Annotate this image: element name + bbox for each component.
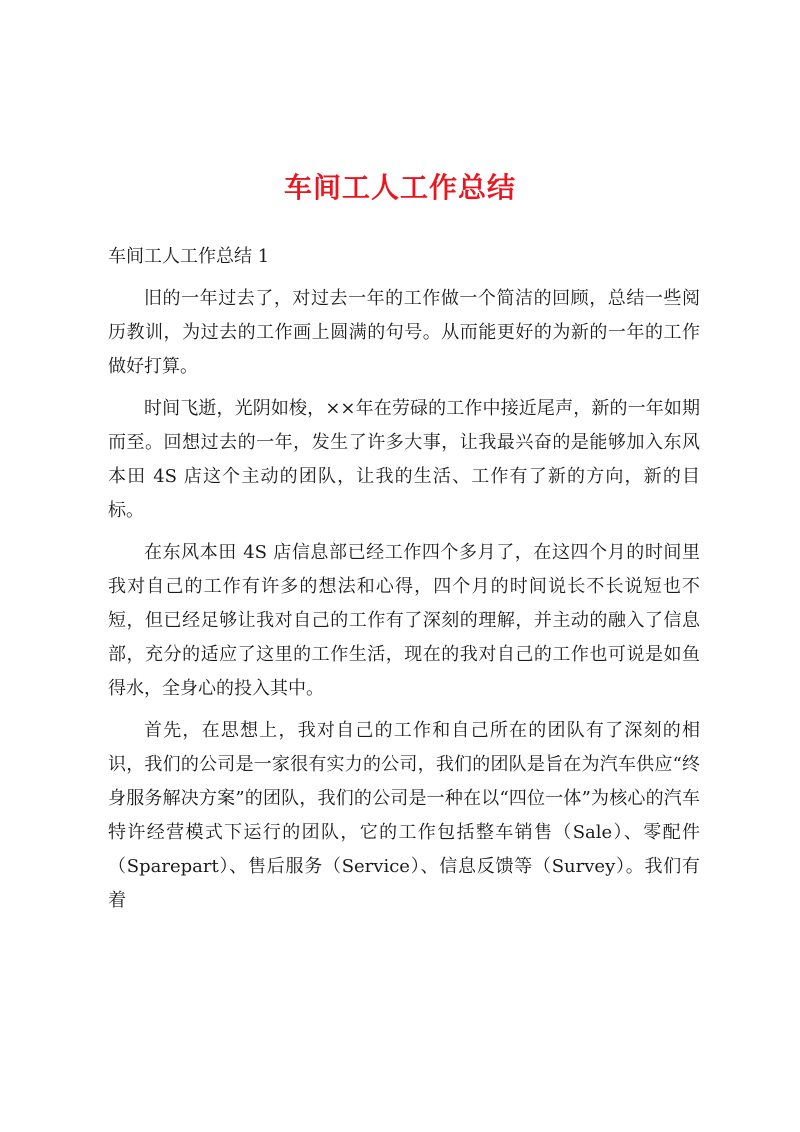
- paragraph-2: 时间飞逝，光阴如梭，××年在劳碌的工作中接近尾声，新的一年如期而至。回想过去的一年，发生了许多大事，让我最兴奋的是能够加入东风本田 4S 店这个主动的团队，让我的生活、工作有了新的方向，新的目标。: [108, 398, 700, 521]
- paragraph-1: 旧的一年过去了，对过去一年的工作做一个简洁的回顾，总结一些阅历教训，为过去的工作画上圆满的句号。从而能更好的为新的一年的工作做好打算。: [108, 288, 700, 377]
- paragraph-3: 在东风本田 4S 店信息部已经工作四个多月了，在这四个月的时间里我对自己的工作有许多的想法和心得，四个月的时间说长不长说短也不短，但已经足够让我对自己的工作有了深刻的理解，并主动的融入了信息部，充分的适应了这里的工作生活，现在的我对自己的工作也可说是如鱼得水，全身心的投入其中。: [108, 542, 700, 699]
- document-body: [108, 240, 700, 926]
- paragraph-4: 首先，在思想上，我对自己的工作和自己所在的团队有了深刻的相识，我们的公司是一家很有实力的公司，我们的团队是旨在为汽车供应“终身服务解决方案”的团队，我们的公司是一种在以“四位一体”为核心的汽车特许经营模式下运行的团队，它的工作包括整车销售（Sale）、零配件（Sparepart）、售后服务（Service）、信息反馈等（Survey）。我们有着: [108, 720, 700, 911]
- section-heading: 车间工人工作总结 1: [108, 246, 270, 267]
- document-title: 车间工人工作总结: [283, 171, 516, 204]
